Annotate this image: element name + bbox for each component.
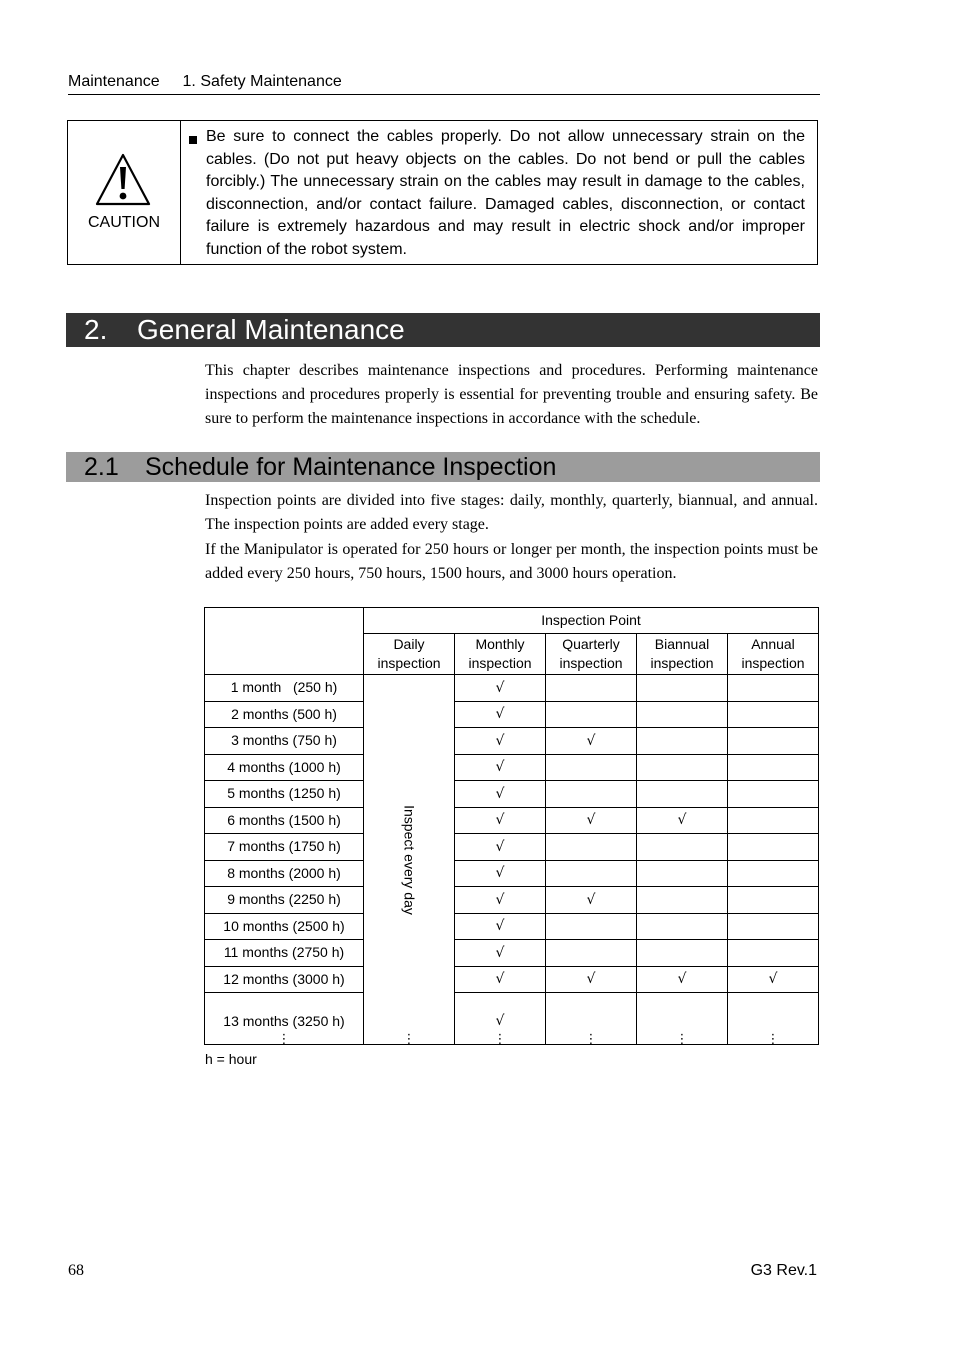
- monthly-check-cell: [455, 754, 546, 781]
- document-revision: G3 Rev.1: [750, 1262, 817, 1279]
- ellipsis-indicator: ⋮: [584, 1031, 598, 1046]
- column-header-annual: [728, 634, 819, 675]
- check-mark: √: [495, 838, 505, 855]
- period-cell: [205, 675, 364, 702]
- ellipsis-indicator: ⋮: [675, 1031, 689, 1046]
- biannual-check-cell: [637, 754, 728, 781]
- subsection-title: Schedule for Maintenance Inspection: [145, 453, 557, 481]
- column-header-quarterly: [546, 634, 637, 675]
- period-header-empty: [205, 608, 364, 675]
- caution-triangle-icon: [95, 153, 151, 207]
- column-header-line1: Biannual: [654, 636, 710, 652]
- quarterly-check-cell: [546, 728, 637, 755]
- section-title: General Maintenance: [137, 314, 405, 345]
- quarterly-check-cell: [546, 966, 637, 993]
- table-footnote: h = hour: [205, 1051, 257, 1067]
- quarterly-check-cell: [546, 887, 637, 914]
- check-mark: √: [495, 759, 505, 776]
- column-header-line1: Quarterly: [562, 636, 620, 652]
- table-row: [205, 993, 819, 1045]
- daily-inspection-note: Inspect every day: [401, 804, 418, 915]
- table-row: [205, 966, 819, 993]
- header-section: Maintenance: [68, 73, 160, 90]
- check-mark: √: [495, 865, 505, 882]
- check-mark: √: [586, 891, 596, 908]
- monthly-check-cell: [455, 807, 546, 834]
- period-label: 1 month (250 h): [230, 679, 338, 696]
- square-bullet-icon: [189, 136, 197, 144]
- table-row: [205, 834, 819, 861]
- period-cell: [205, 860, 364, 887]
- monthly-check-cell: [455, 940, 546, 967]
- caution-label: CAUTION: [88, 214, 160, 231]
- check-mark: √: [677, 812, 687, 829]
- biannual-check-cell: [637, 966, 728, 993]
- quarterly-check-cell: [546, 913, 637, 940]
- quarterly-check-cell: [546, 807, 637, 834]
- check-mark: √: [495, 732, 505, 749]
- caution-text: Be sure to connect the cables properly. Do not allow unnecessary strain on the cables. (Do not put heavy objects on the cables. Do not bend or pull the cables forcibly.) The unnecessary strain on the cables may result in damage to the cables, disconnection, and/or contact failure. Damaged cables, disconnection, or contact failure is extremely hazardous and may result in electric shock and/or improper function of the robot system.: [206, 128, 805, 258]
- period-label: 4 months (1000 h): [227, 758, 341, 775]
- column-header-biannual: [637, 634, 728, 675]
- check-mark: √: [495, 971, 505, 988]
- column-header-line2: inspection: [559, 655, 623, 671]
- schedule-paragraph-stages: Inspection points are divided into five stages: daily, monthly, quarterly, biannual, and annual. The inspection points are added every stage.: [205, 492, 818, 533]
- period-label: 11 months (2750 h): [223, 944, 345, 961]
- ellipsis-indicator: ⋮: [766, 1031, 780, 1046]
- period-cell: [205, 966, 364, 993]
- biannual-check-cell: [637, 993, 728, 1045]
- table-row: [205, 754, 819, 781]
- annual-check-cell: [728, 860, 819, 887]
- column-header-monthly: [455, 634, 546, 675]
- annual-check-cell: [728, 834, 819, 861]
- period-label: 2 months (500 h): [231, 705, 337, 722]
- check-mark: √: [495, 1012, 505, 1029]
- table-row: [205, 807, 819, 834]
- check-mark: √: [677, 971, 687, 988]
- check-mark: √: [586, 812, 596, 829]
- biannual-check-cell: [637, 940, 728, 967]
- table-row: [205, 728, 819, 755]
- caution-text-cell: [181, 121, 817, 264]
- annual-check-cell: [728, 754, 819, 781]
- column-header-line2: inspection: [650, 655, 714, 671]
- column-header-line2: inspection: [468, 655, 532, 671]
- column-header-line2: inspection: [741, 655, 805, 671]
- annual-check-cell: [728, 993, 819, 1045]
- daily-inspection-cell: [364, 675, 455, 1045]
- subsection-number: 2.1: [84, 453, 119, 481]
- monthly-check-cell: [455, 701, 546, 728]
- biannual-check-cell: [637, 887, 728, 914]
- annual-check-cell: [728, 807, 819, 834]
- quarterly-check-cell: [546, 701, 637, 728]
- biannual-check-cell: [637, 675, 728, 702]
- period-label: 9 months (2250 h): [227, 891, 341, 908]
- subsection-heading-schedule: [66, 452, 820, 482]
- period-cell: [205, 913, 364, 940]
- monthly-check-cell: [455, 834, 546, 861]
- monthly-check-cell: [455, 993, 546, 1045]
- period-cell: [205, 887, 364, 914]
- annual-check-cell: [728, 940, 819, 967]
- table-row: [205, 860, 819, 887]
- monthly-check-cell: [455, 675, 546, 702]
- period-label: 10 months (2500 h): [223, 917, 345, 934]
- ellipsis-indicator: ⋮: [493, 1031, 507, 1046]
- table-row: [205, 781, 819, 808]
- column-header-line1: Monthly: [475, 636, 525, 652]
- biannual-check-cell: [637, 860, 728, 887]
- check-mark: √: [586, 732, 596, 749]
- period-cell: [205, 993, 364, 1045]
- quarterly-check-cell: [546, 940, 637, 967]
- period-label: 8 months (2000 h): [227, 864, 341, 881]
- check-mark: √: [495, 679, 505, 696]
- annual-check-cell: [728, 781, 819, 808]
- header-subsection: 1. Safety Maintenance: [182, 73, 342, 90]
- ellipsis-indicator: ⋮: [402, 1031, 416, 1046]
- biannual-check-cell: [637, 781, 728, 808]
- biannual-check-cell: [637, 913, 728, 940]
- check-mark: √: [495, 944, 505, 961]
- period-label: 3 months (750 h): [231, 732, 337, 749]
- period-cell: [205, 807, 364, 834]
- period-cell: [205, 701, 364, 728]
- running-header: [68, 73, 820, 95]
- check-mark: √: [495, 706, 505, 723]
- monthly-check-cell: [455, 781, 546, 808]
- table-row: [205, 675, 819, 702]
- monthly-check-cell: [455, 887, 546, 914]
- table-row: [205, 940, 819, 967]
- biannual-check-cell: [637, 728, 728, 755]
- section-heading-general-maintenance: [66, 313, 820, 347]
- column-header-line1: Annual: [751, 636, 795, 652]
- annual-check-cell: [728, 701, 819, 728]
- check-mark: √: [495, 891, 505, 908]
- period-cell: [205, 834, 364, 861]
- ellipsis-indicator: ⋮: [277, 1031, 291, 1046]
- period-label: 13 months (3250 h): [223, 1012, 345, 1029]
- period-label: 5 months (1250 h): [227, 785, 341, 802]
- caution-icon-cell: [68, 121, 181, 264]
- quarterly-check-cell: [546, 834, 637, 861]
- column-header-line1: Daily: [393, 636, 425, 652]
- monthly-check-cell: [455, 966, 546, 993]
- page-number: 68: [68, 1262, 84, 1279]
- schedule-table-body: [205, 675, 819, 1045]
- annual-check-cell: [728, 913, 819, 940]
- inspection-point-header: Inspection Point: [364, 608, 819, 634]
- table-row: [205, 887, 819, 914]
- annual-check-cell: [728, 966, 819, 993]
- caution-box: [67, 120, 818, 265]
- biannual-check-cell: [637, 834, 728, 861]
- monthly-check-cell: [455, 728, 546, 755]
- monthly-check-cell: [455, 913, 546, 940]
- quarterly-check-cell: [546, 675, 637, 702]
- section-intro-paragraph: This chapter describes maintenance inspections and procedures. Performing maintenance inspections and procedures properly is essential for preventing trouble and ensuring safety. Be sure to perform the maintenance inspections in accordance with the schedule.: [205, 362, 818, 427]
- check-mark: √: [495, 918, 505, 935]
- period-cell: [205, 728, 364, 755]
- period-cell: [205, 754, 364, 781]
- period-label: 6 months (1500 h): [227, 811, 341, 828]
- annual-check-cell: [728, 675, 819, 702]
- period-label: 7 months (1750 h): [227, 838, 341, 855]
- table-row: [205, 701, 819, 728]
- monthly-check-cell: [455, 860, 546, 887]
- quarterly-check-cell: [546, 754, 637, 781]
- check-mark: √: [495, 785, 505, 802]
- inspection-schedule-table: [204, 607, 819, 1045]
- annual-check-cell: [728, 887, 819, 914]
- quarterly-check-cell: [546, 860, 637, 887]
- schedule-paragraph-hours: If the Manipulator is operated for 250 hours or longer per month, the inspection points must be added every 250 hours, 750 hours, 1500 hours, and 3000 hours operation.: [205, 541, 818, 582]
- biannual-check-cell: [637, 807, 728, 834]
- column-header-daily: [364, 634, 455, 675]
- table-row: [205, 913, 819, 940]
- annual-check-cell: [728, 728, 819, 755]
- check-mark: √: [495, 812, 505, 829]
- check-mark: √: [768, 971, 778, 988]
- period-label: 12 months (3000 h): [223, 970, 345, 987]
- biannual-check-cell: [637, 701, 728, 728]
- column-header-line2: inspection: [377, 655, 441, 671]
- section-number: 2.: [84, 314, 108, 345]
- period-cell: [205, 781, 364, 808]
- check-mark: √: [586, 971, 596, 988]
- quarterly-check-cell: [546, 993, 637, 1045]
- quarterly-check-cell: [546, 781, 637, 808]
- period-cell: [205, 940, 364, 967]
